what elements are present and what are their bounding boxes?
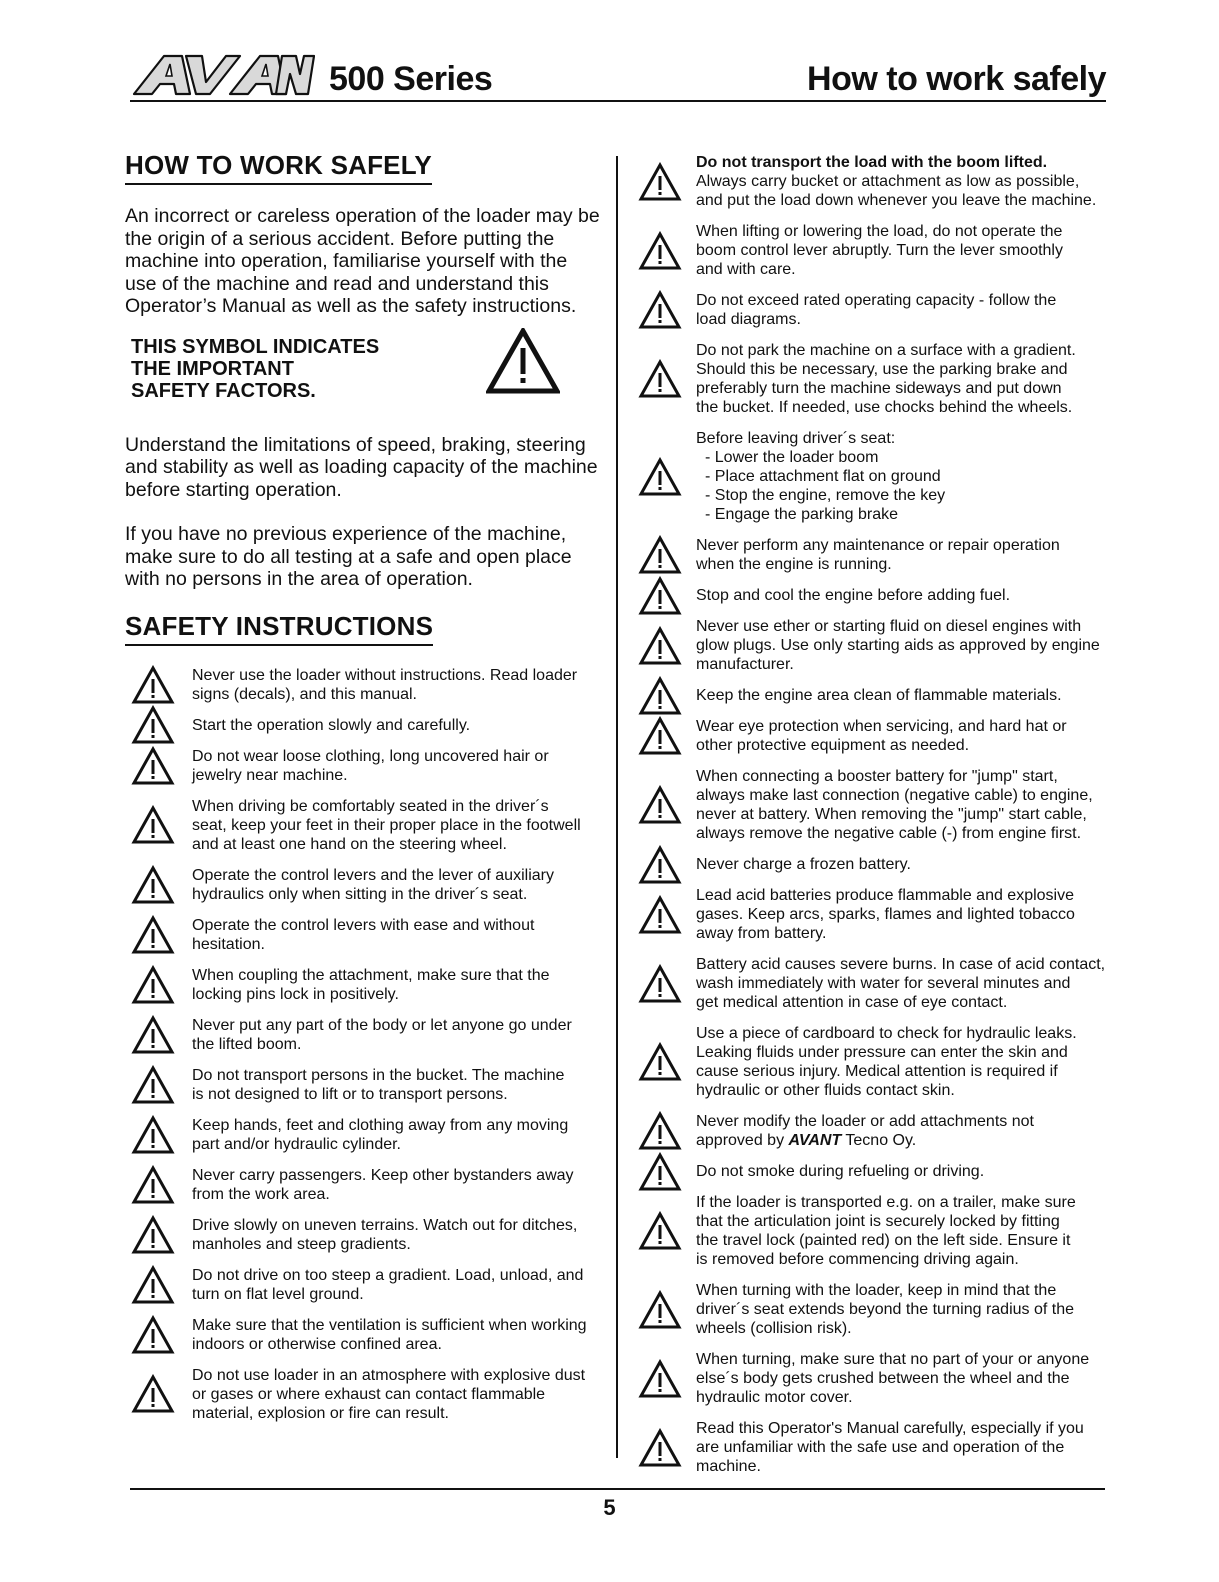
safety-item-line: always remove the negative cable (-) from engine first. <box>696 825 1082 842</box>
safety-item-text <box>696 586 1103 605</box>
safety-item-line: Stop and cool the engine before adding fuel. <box>696 587 1011 604</box>
intro-paragraph: An incorrect or careless operation of the loader may be the origin of a serious accident. Before putting the machine into operation, familiarise yourself with the use of the machine and read and understand this Operator’s Manual as well as the safety instructions. <box>125 205 600 317</box>
safety-item-line: seat, keep your feet in their proper place in the footwell <box>192 816 581 834</box>
safety-item <box>638 955 1106 1012</box>
avant-logo <box>130 52 315 96</box>
safety-item-text <box>696 341 1103 417</box>
safety-item-line: When coupling the attachment, make sure that the <box>192 966 550 984</box>
safety-item <box>638 717 1103 755</box>
safety-item <box>638 429 1103 524</box>
safety-item-line: is removed before commencing driving again. <box>696 1251 1019 1268</box>
warning-icon <box>638 716 682 756</box>
right-instruction-list <box>638 153 1106 1476</box>
bold-warning-text: Do not transport the load with the boom lifted. <box>696 154 1048 171</box>
safety-item-line: Do not smoke during refueling or driving. <box>696 1163 985 1180</box>
safety-item-line: Do not use loader in an atmosphere with explosive dust <box>192 1366 586 1384</box>
safety-item-line: machine. <box>696 1458 761 1475</box>
safety-item-line: Leaking fluids under pressure can enter the skin and <box>696 1044 1068 1061</box>
safety-item <box>125 1316 600 1354</box>
safety-item-line: Operate the control levers with ease and without <box>192 916 535 934</box>
safety-item <box>638 153 1103 210</box>
safety-item-line: - Stop the engine, remove the key <box>705 487 946 504</box>
safety-item-line: else´s body gets crushed between the wheel and the <box>696 1370 1070 1387</box>
warning-icon <box>131 865 175 905</box>
safety-item-line: Do not wear loose clothing, long uncovered hair or <box>192 747 549 765</box>
left-instruction-list <box>125 666 600 1423</box>
safety-item-line: Never put any part of the body or let anyone go under <box>192 1016 572 1034</box>
safety-item <box>638 341 1103 417</box>
how-to-work-safely-heading: HOW TO WORK SAFELY <box>125 150 432 185</box>
warning-icon <box>638 231 682 271</box>
safety-item-line: wheels (collision risk). <box>696 1320 852 1337</box>
safety-item <box>638 886 1103 943</box>
safety-item-line: Never modify the loader or add attachments not <box>696 1113 1034 1130</box>
warning-icon <box>638 359 682 399</box>
safety-item-line: Do not drive on too steep a gradient. Load, unload, and <box>192 1266 584 1284</box>
section-title: How to work safely <box>807 60 1106 98</box>
safety-item <box>638 617 1103 674</box>
warning-icon <box>638 1359 682 1399</box>
safety-item <box>638 855 1103 874</box>
safety-item-line: manufacturer. <box>696 656 794 673</box>
warning-icon <box>638 676 682 716</box>
safety-item <box>125 1216 600 1254</box>
safety-item-line: from the work area. <box>192 1185 330 1203</box>
safety-item <box>638 1112 1103 1150</box>
safety-item-line: and at least one hand on the steering wheel. <box>192 835 507 853</box>
safety-item-line: when the engine is running. <box>696 556 892 573</box>
series-title: 500 Series <box>329 60 493 98</box>
safety-item-line: the lifted boom. <box>192 1035 302 1053</box>
safety-item-line: Keep hands, feet and clothing away from any moving <box>192 1116 569 1134</box>
safety-item-line: never at battery. When removing the "jump" start cable, <box>696 806 1087 823</box>
safety-item <box>125 916 600 954</box>
safety-item-text <box>192 1266 600 1304</box>
safety-item-text <box>696 886 1103 943</box>
safety-item-line: hydraulics only when sitting in the driver´s seat. <box>192 885 528 903</box>
limitations-paragraph: Understand the limitations of speed, braking, steering and stability as well as loading capacity of the machine before starting operation. <box>125 433 598 501</box>
safety-item-line: Lead acid batteries produce flammable and explosive <box>696 887 1075 904</box>
safety-item-line: Never use ether or starting fluid on diesel engines with <box>696 618 1082 635</box>
safety-item-line: Use a piece of cardboard to check for hydraulic leaks. <box>696 1025 1077 1042</box>
safety-item-line: preferably turn the machine sideways and put down <box>696 380 1062 397</box>
column-divider <box>616 156 618 1458</box>
safety-item-line: signs (decals), and this manual. <box>192 685 417 703</box>
safety-item-text <box>696 222 1103 279</box>
safety-item-text <box>192 1066 600 1104</box>
safety-item <box>125 1266 600 1304</box>
safety-item-line: away from battery. <box>696 925 827 942</box>
safety-item-text <box>192 866 600 904</box>
safety-item-line: and with care. <box>696 261 796 278</box>
safety-item-line: When connecting a booster battery for "jump" start, <box>696 768 1058 785</box>
safety-item <box>638 291 1103 329</box>
safety-item-line: Operate the control levers and the lever of auxiliary <box>192 866 554 884</box>
safety-item <box>125 1016 600 1054</box>
safety-item-line: Do not exceed rated operating capacity - follow the <box>696 292 1057 309</box>
safety-item-line: Should this be necessary, use the parking brake and <box>696 361 1068 378</box>
safety-item-text <box>192 1316 600 1354</box>
safety-item-line: or gases or where exhaust can contact flammable <box>192 1385 546 1403</box>
safety-item <box>125 1066 600 1104</box>
safety-item <box>125 866 600 904</box>
safety-item-text <box>192 1366 600 1423</box>
safety-item-line: - Engage the parking brake <box>705 506 899 523</box>
safety-item-line: Wear eye protection when servicing, and hard hat or <box>696 718 1067 735</box>
warning-icon <box>131 1065 175 1105</box>
safety-item-text <box>696 1350 1103 1407</box>
safety-item-line: cause serious injury. Medical attention is required if <box>696 1063 1058 1080</box>
large-warning-icon <box>486 328 560 394</box>
safety-item <box>125 797 600 854</box>
warning-icon <box>131 705 175 745</box>
safety-item-line: Always carry bucket or attachment as low as possible, <box>696 173 1080 190</box>
warning-icon <box>131 1165 175 1205</box>
safety-item <box>638 586 1103 605</box>
safety-item-text <box>696 767 1103 843</box>
safety-item-line: hydraulic or other fluids contact skin. <box>696 1082 955 1099</box>
safety-item-line: Before leaving driver´s seat: <box>696 430 896 447</box>
safety-item-line: Never carry passengers. Keep other bystanders away <box>192 1166 574 1184</box>
safety-item <box>638 1024 1103 1100</box>
symbol-line: SAFETY FACTORS. <box>131 379 316 402</box>
safety-item-text <box>696 1024 1103 1100</box>
safety-item-text <box>696 291 1103 329</box>
warning-icon <box>638 162 682 202</box>
safety-item-line: turn on flat level ground. <box>192 1285 364 1303</box>
warning-icon <box>131 915 175 955</box>
safety-item-line: When lifting or lowering the load, do not operate the <box>696 223 1063 240</box>
safety-item-line: the travel lock (painted red) on the left side. Ensure it <box>696 1232 1071 1249</box>
warning-icon <box>131 1015 175 1055</box>
safety-item-line: When turning with the loader, keep in mind that the <box>696 1282 1057 1299</box>
safety-item-text <box>696 153 1103 210</box>
safety-item-text <box>192 1016 600 1054</box>
safety-item-line: When driving be comfortably seated in the driver´s <box>192 797 549 815</box>
warning-icon <box>131 665 175 705</box>
safety-item-line: If the loader is transported e.g. on a trailer, make sure <box>696 1194 1076 1211</box>
safety-item-line: wash immediately with water for several minutes and <box>696 975 1071 992</box>
warning-icon <box>131 1215 175 1255</box>
safety-item-text <box>192 747 600 785</box>
safety-item-line: get medical attention in case of eye contact. <box>696 994 1008 1011</box>
safety-item-line: Start the operation slowly and carefully. <box>192 716 471 734</box>
warning-icon <box>638 1042 682 1082</box>
safety-item-line: Never perform any maintenance or repair operation <box>696 537 1060 554</box>
safety-item-text <box>696 617 1103 674</box>
safety-item-line: material, explosion or fire can result. <box>192 1404 449 1422</box>
safety-instructions-heading: SAFETY INSTRUCTIONS <box>125 611 433 646</box>
safety-item-line: gases. Keep arcs, sparks, flames and lighted tobacco <box>696 906 1075 923</box>
safety-item-text <box>192 797 600 854</box>
safety-item-line: are unfamiliar with the safe use and operation of the <box>696 1439 1065 1456</box>
warning-icon <box>131 1315 175 1355</box>
experience-paragraph: If you have no previous experience of the machine, make sure to do all testing at a safe and open place with no persons in the area of operation. <box>125 523 572 590</box>
safety-item-line: - Place attachment flat on ground <box>705 468 941 485</box>
safety-item-line: Do not transport persons in the bucket. The machine <box>192 1066 565 1084</box>
safety-item <box>125 716 600 735</box>
safety-item <box>125 1366 600 1423</box>
safety-item-line: Keep the engine area clean of flammable materials. <box>696 687 1062 704</box>
warning-icon <box>638 535 682 575</box>
warning-icon <box>638 1290 682 1330</box>
safety-item-text <box>696 1419 1103 1476</box>
safety-item-line: Make sure that the ventilation is sufficient when working <box>192 1316 587 1334</box>
safety-item-text <box>192 1116 600 1154</box>
symbol-line: THE IMPORTANT <box>131 357 294 380</box>
warning-icon <box>638 1211 682 1251</box>
safety-item <box>638 1281 1103 1338</box>
safety-item <box>638 767 1103 843</box>
safety-item-line: driver´s seat extends beyond the turning radius of the <box>696 1301 1074 1318</box>
safety-item-line: locking pins lock in positively. <box>192 985 399 1003</box>
symbol-line: THIS SYMBOL INDICATES <box>131 335 380 358</box>
safety-item <box>638 1419 1103 1476</box>
warning-icon <box>131 1265 175 1305</box>
warning-icon <box>131 746 175 786</box>
safety-item <box>638 222 1103 279</box>
warning-icon <box>638 626 682 666</box>
safety-item-text <box>192 966 600 1004</box>
safety-item <box>125 966 600 1004</box>
safety-item-line: manholes and steep gradients. <box>192 1235 411 1253</box>
safety-item-line: load diagrams. <box>696 311 801 328</box>
safety-item-text <box>696 717 1103 755</box>
safety-item-line: Drive slowly on uneven terrains. Watch out for ditches, <box>192 1216 578 1234</box>
safety-item-text <box>192 1216 600 1254</box>
safety-item-line: and put the load down whenever you leave the machine. <box>696 192 1097 209</box>
warning-icon <box>131 1374 175 1414</box>
page-header <box>130 50 1106 102</box>
safety-item-text <box>696 686 1103 705</box>
safety-item <box>125 666 600 704</box>
safety-item-line: other protective equipment as needed. <box>696 737 970 754</box>
logo-text: AVANT <box>130 52 134 53</box>
safety-item-line: that the articulation joint is securely locked by fitting <box>696 1213 1060 1230</box>
safety-item-text <box>696 429 1103 524</box>
warning-icon <box>638 785 682 825</box>
safety-item-text <box>696 1162 1103 1181</box>
safety-item-line: hydraulic motor cover. <box>696 1389 853 1406</box>
safety-item-line: part and/or hydraulic cylinder. <box>192 1135 401 1153</box>
footer-rule <box>130 1488 1105 1490</box>
safety-item-text <box>696 1112 1103 1150</box>
warning-icon <box>638 1428 682 1468</box>
safety-item-line: Battery acid causes severe burns. In case of acid contact, <box>696 956 1106 973</box>
safety-item-text <box>192 916 600 954</box>
safety-item-text <box>696 955 1106 1012</box>
warning-icon <box>638 845 682 885</box>
safety-item-line: Do not park the machine on a surface with a gradient. <box>696 342 1076 359</box>
safety-item <box>125 1116 600 1154</box>
safety-item-text <box>696 855 1103 874</box>
warning-icon <box>131 805 175 845</box>
safety-item-text <box>192 666 600 704</box>
warning-icon <box>638 964 682 1004</box>
left-column <box>125 150 600 1423</box>
safety-item-text <box>192 716 600 735</box>
warning-icon <box>638 290 682 330</box>
safety-item-line: always make last connection (negative cable) to engine, <box>696 787 1093 804</box>
safety-item <box>638 686 1103 705</box>
warning-icon <box>131 1115 175 1155</box>
safety-item-line: Never use the loader without instructions. Read loader <box>192 666 578 684</box>
page-number: 5 <box>603 1495 616 1520</box>
safety-item-line: approved by AVANT Tecno Oy. <box>696 1132 917 1149</box>
safety-item-line: jewelry near machine. <box>192 766 348 784</box>
safety-item-line: is not designed to lift or to transport persons. <box>192 1085 508 1103</box>
warning-icon <box>638 457 682 497</box>
safety-item-line: - Lower the loader boom <box>705 449 879 466</box>
warning-icon <box>638 895 682 935</box>
warning-icon <box>638 1111 682 1151</box>
safety-item <box>125 1166 600 1204</box>
safety-item <box>638 1162 1103 1181</box>
safety-item-line: glow plugs. Use only starting aids as approved by engine <box>696 637 1100 654</box>
safety-item-line: the bucket. If needed, use chocks behind the wheels. <box>696 399 1073 416</box>
warning-icon <box>638 1152 682 1192</box>
safety-item-line: Never charge a frozen battery. <box>696 856 911 873</box>
warning-icon <box>131 965 175 1005</box>
safety-item <box>125 747 600 785</box>
safety-item-line: boom control lever abruptly. Turn the lever smoothly <box>696 242 1063 259</box>
safety-item-line: When turning, make sure that no part of your or anyone <box>696 1351 1090 1368</box>
safety-item-text <box>696 1193 1103 1269</box>
warning-icon <box>638 576 682 616</box>
safety-item-text <box>192 1166 600 1204</box>
right-column <box>638 153 1106 1476</box>
safety-item <box>638 536 1103 574</box>
safety-item-text <box>696 1281 1103 1338</box>
safety-item <box>638 1350 1103 1407</box>
safety-item-line: indoors or otherwise confined area. <box>192 1335 442 1353</box>
avant-brand-inline: AVANT <box>788 1132 842 1149</box>
safety-item-text <box>696 536 1103 574</box>
symbol-explanation <box>131 336 600 416</box>
safety-item-line: Read this Operator's Manual carefully, especially if you <box>696 1420 1084 1437</box>
symbol-text <box>131 336 451 402</box>
company-suffix: Tecno Oy. <box>845 1132 917 1149</box>
safety-item <box>638 1193 1103 1269</box>
safety-item-line: hesitation. <box>192 935 265 953</box>
